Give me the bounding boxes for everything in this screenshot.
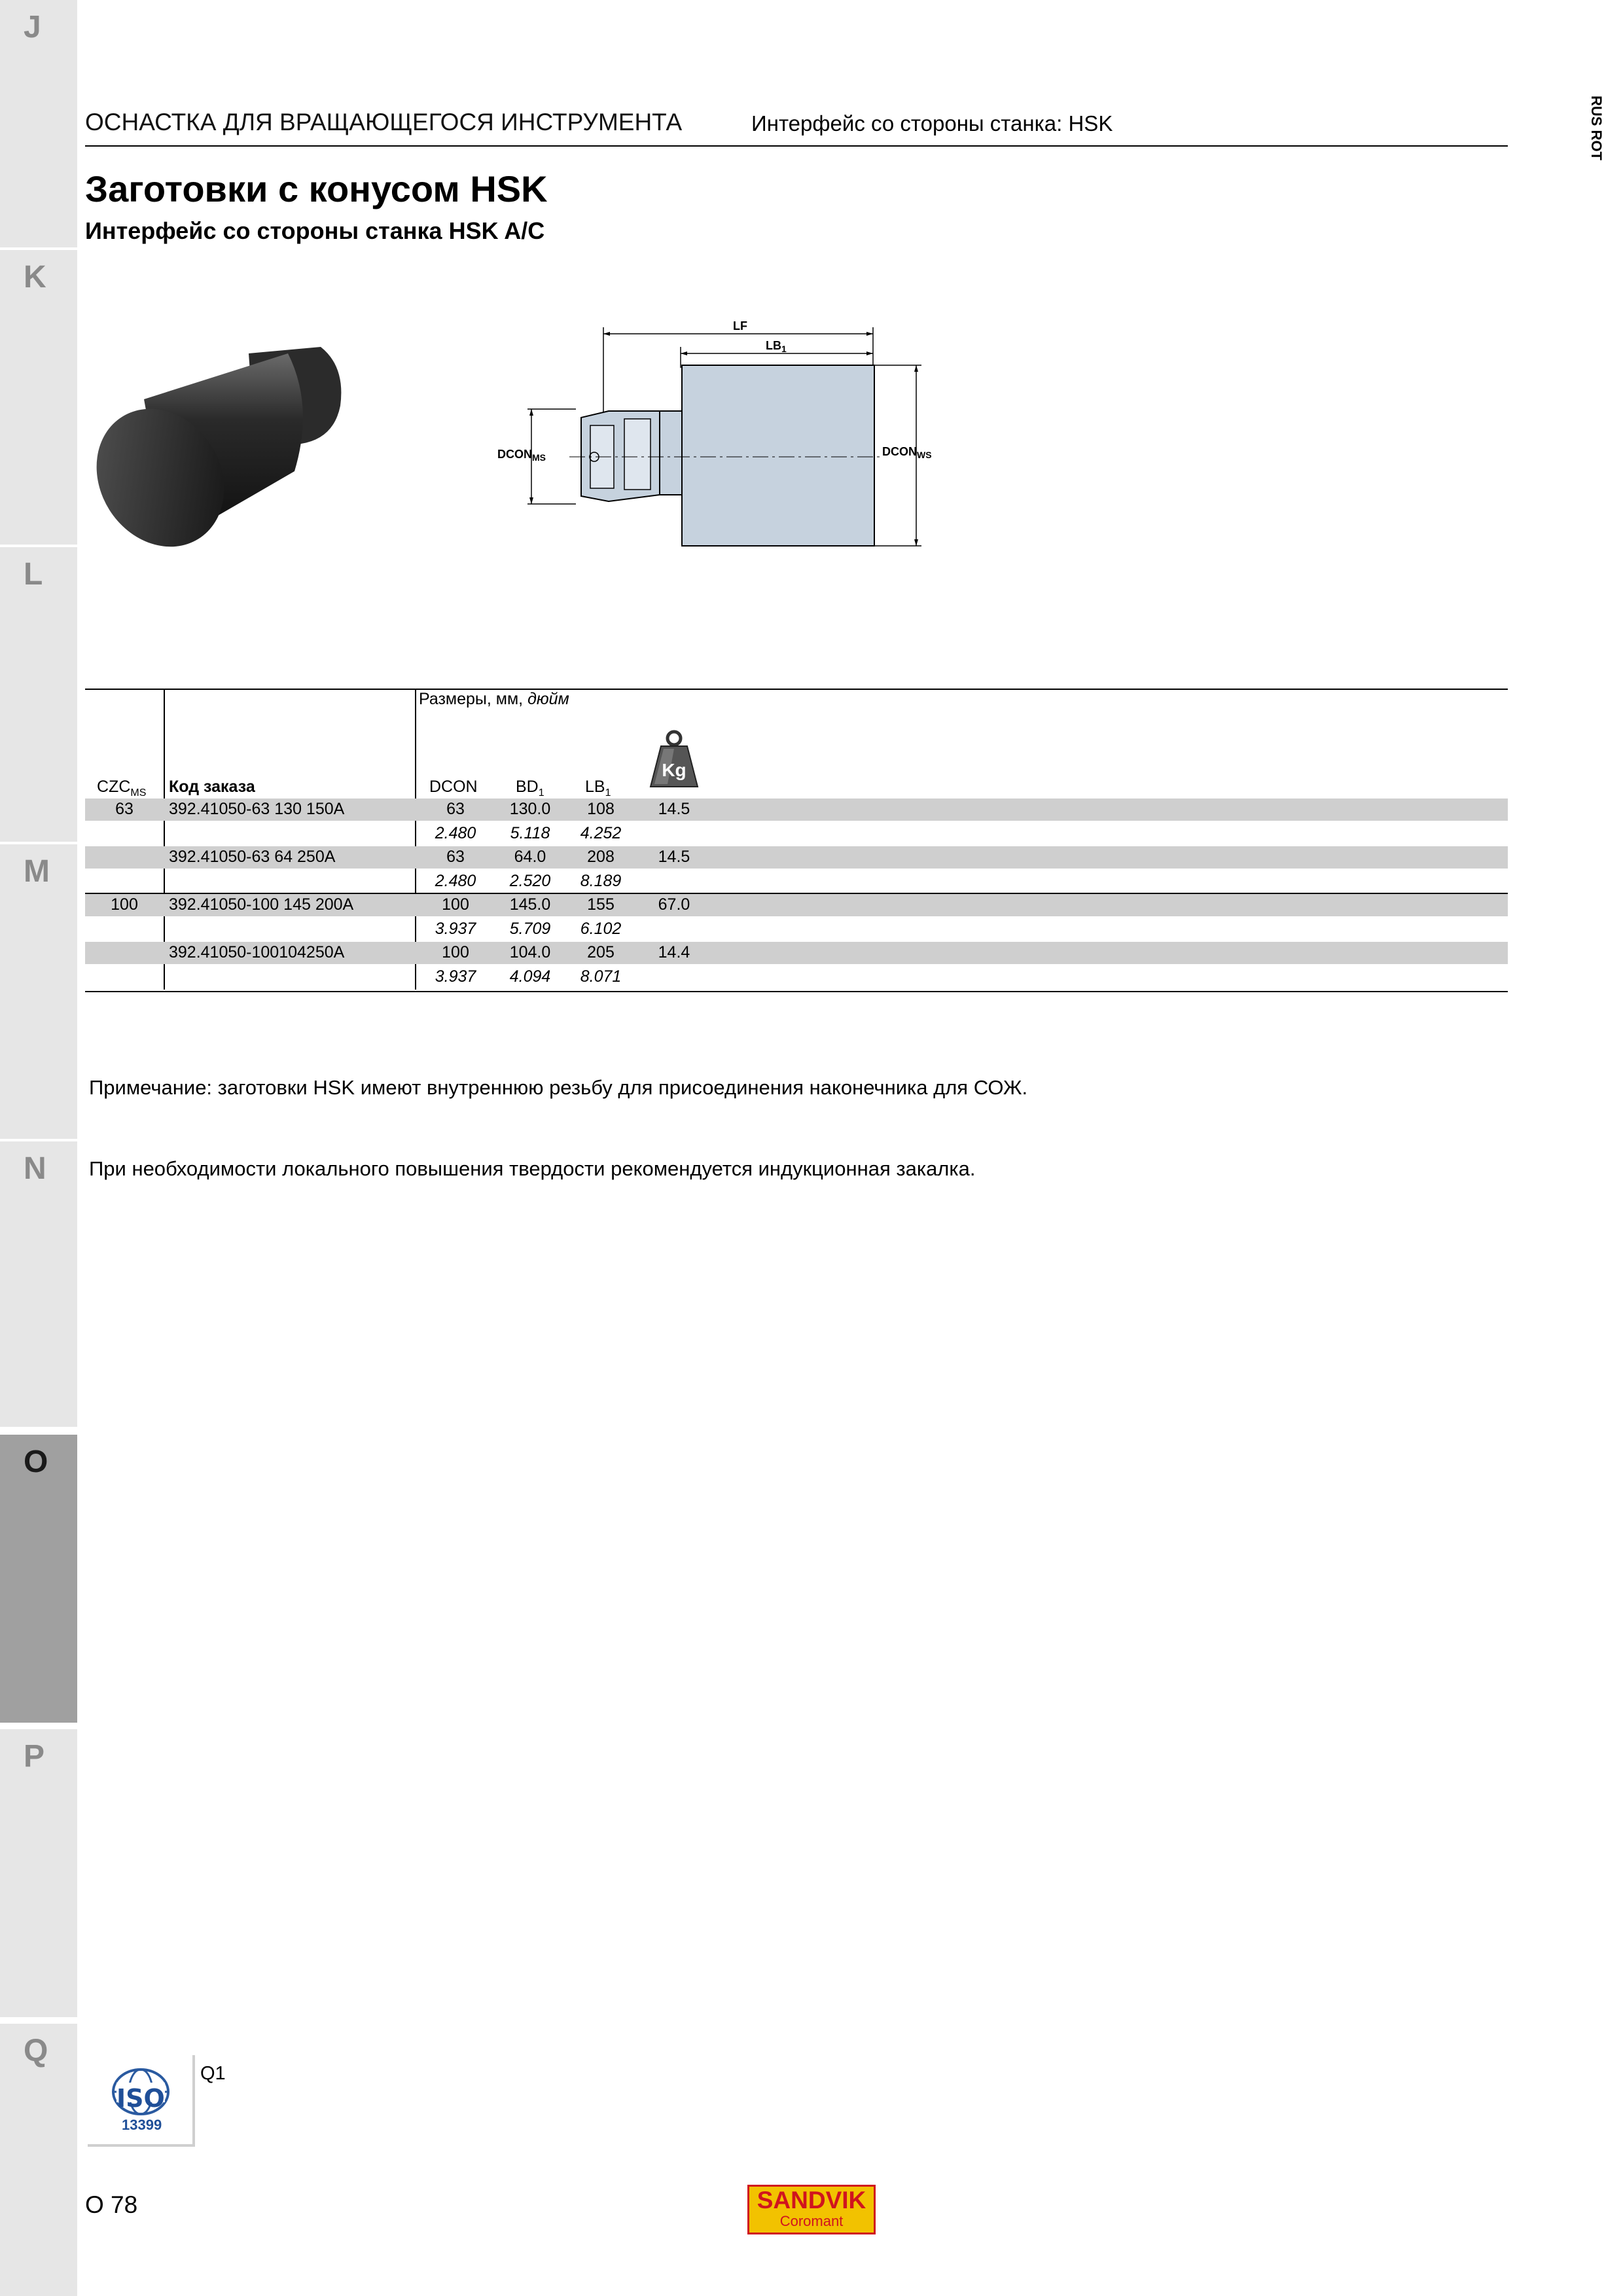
technical-drawing <box>484 308 955 556</box>
cell-bd1_in: 5.118 <box>510 823 550 842</box>
note-coolant: Примечание: заготовки HSK имеют внутреннюю резьбу для присоединения наконечника для СОЖ. <box>89 1076 1028 1099</box>
side-tab-label: K <box>24 260 46 295</box>
dcon-ms-label: $DCON_{MS}$ <box>497 448 546 463</box>
cell-code[interactable]: 392.41050-100 145 200A <box>169 895 354 914</box>
cell-bd1_in: 5.709 <box>509 919 551 938</box>
section-header: ОСНАСТКА ДЛЯ ВРАЩАЮЩЕГОСЯ ИНСТРУМЕНТА <box>85 109 683 135</box>
col-order-code: Код заказа <box>169 778 255 796</box>
sandvik-logo <box>747 2185 876 2234</box>
cell-bd1: 130.0 <box>509 800 551 818</box>
page-number: O 78 <box>85 2191 138 2218</box>
dimensions-label: Размеры, мм, дюйм <box>419 690 569 708</box>
page-title: Заготовки с конусом HSK <box>85 168 548 209</box>
iso-label: ISO <box>116 2084 165 2113</box>
cell-dcon_in: 3.937 <box>435 919 476 938</box>
cell-czc: 63 <box>115 800 134 818</box>
lb1-label: $LB_1$ <box>766 339 787 354</box>
lf-label: LF <box>733 319 747 332</box>
cell-bd1: 64.0 <box>514 848 546 866</box>
side-tab-label: P <box>24 1739 45 1774</box>
header-rule <box>85 145 1508 147</box>
side-tab-m[interactable] <box>0 844 77 1139</box>
col-czc: $CZC_{MS}$ <box>97 778 147 798</box>
cell-lb1_in: 6.102 <box>580 919 622 938</box>
cell-kg: 14.5 <box>658 800 690 818</box>
cell-bd1_in: 4.094 <box>509 967 551 986</box>
dcon-ws-label: $DCON_{WS}$ <box>882 445 932 460</box>
cell-czc: 100 <box>111 895 138 914</box>
side-tab-o[interactable] <box>0 1435 77 1723</box>
cell-lb1_in: 8.071 <box>580 967 622 986</box>
cell-code[interactable]: 392.41050-63 130 150A <box>169 800 345 818</box>
col-lb1: $LB_1$ <box>585 778 611 798</box>
table-bottom-rule <box>85 991 1508 992</box>
iso-badge <box>88 2055 195 2147</box>
cell-dcon: 100 <box>442 895 469 914</box>
language-marker: RUS ROT <box>1588 96 1605 160</box>
cell-lb1_in: 8.189 <box>580 871 622 890</box>
group-rule <box>85 893 1508 894</box>
side-tab-label: N <box>24 1151 46 1186</box>
cell-lb1: 155 <box>587 895 615 914</box>
cell-kg: 14.4 <box>658 943 690 961</box>
cell-bd1_in: 2.520 <box>509 871 551 890</box>
cell-kg: 14.5 <box>658 848 690 866</box>
cell-bd1: 145.0 <box>509 895 551 914</box>
page-subtitle: Интерфейс со стороны станка HSK A/C <box>85 217 545 244</box>
side-tab-q[interactable] <box>0 2024 77 2296</box>
cell-code[interactable]: 392.41050-100104250A <box>169 943 345 961</box>
table-top-rule <box>85 689 1508 690</box>
cell-dcon_in: 2.480 <box>435 871 476 890</box>
side-tab-label: L <box>24 557 43 592</box>
cell-dcon: 63 <box>446 800 465 818</box>
side-tab-l[interactable] <box>0 547 77 842</box>
interface-header: Интерфейс со стороны станка: HSK <box>751 111 1113 135</box>
side-tab-label: J <box>24 10 41 45</box>
iso-number: 13399 <box>122 2117 162 2133</box>
cell-lb1: 108 <box>587 800 615 818</box>
side-tab-label: O <box>24 1444 48 1479</box>
cell-lb1_in: 4.252 <box>580 823 622 842</box>
weight-icon <box>648 726 702 792</box>
cell-dcon_in: 2.480 <box>435 823 476 842</box>
product-photo <box>92 327 366 550</box>
cell-lb1: 205 <box>587 943 615 961</box>
cell-bd1: 104.0 <box>509 943 551 961</box>
cell-kg: 67.0 <box>658 895 690 914</box>
logo-brand: SANDVIK <box>757 2187 866 2214</box>
side-tab-label: Q <box>24 2034 48 2068</box>
cell-code[interactable]: 392.41050-63 64 250A <box>169 848 336 866</box>
weight-icon-label: Kg <box>662 760 687 780</box>
col-bd1: $BD_1$ <box>516 778 544 798</box>
cell-dcon: 100 <box>442 943 469 961</box>
logo-sub: Coromant <box>779 2213 844 2229</box>
iso-code: Q1 <box>200 2063 226 2084</box>
col-dcon: DCON <box>429 778 478 796</box>
side-tab-label: M <box>24 854 50 889</box>
side-tab-n[interactable] <box>0 1141 77 1427</box>
side-tab-p[interactable] <box>0 1729 77 2017</box>
side-tab-k[interactable] <box>0 250 77 545</box>
note-hardening: При необходимости локального повышения твердости рекомендуется индукционная закалка. <box>89 1157 976 1180</box>
cell-lb1: 208 <box>587 848 615 866</box>
cell-dcon: 63 <box>446 848 465 866</box>
cell-dcon_in: 3.937 <box>435 967 476 986</box>
side-tab-j[interactable] <box>0 0 77 247</box>
